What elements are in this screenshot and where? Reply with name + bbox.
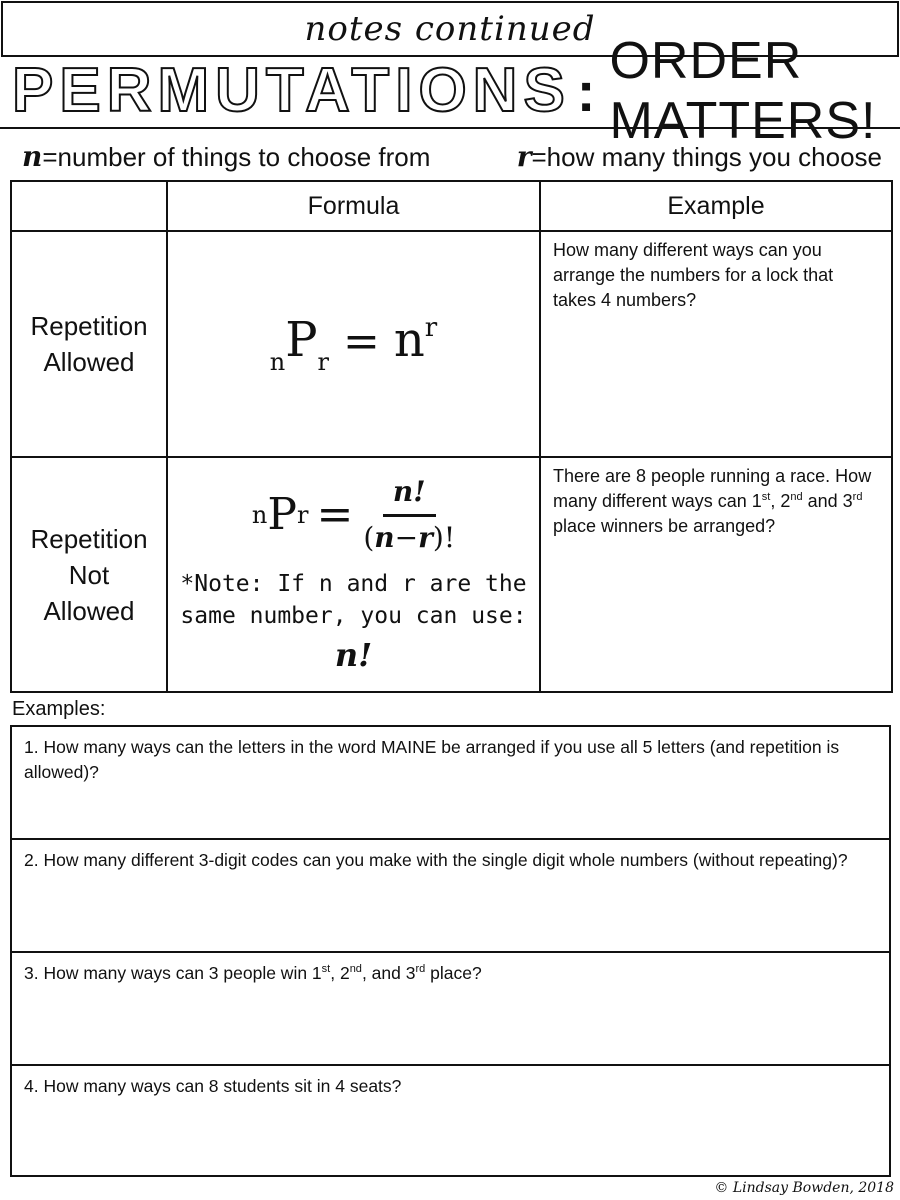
definitions-row: [22, 136, 882, 176]
formula-sub-r: r: [297, 500, 309, 529]
row-label-repetition-allowed: [11, 231, 167, 457]
example-repetition-not-allowed: [540, 457, 892, 692]
header-text: notes continued: [304, 9, 596, 49]
fraction-numerator: n!: [383, 475, 436, 517]
examples-label: Examples:: [12, 698, 106, 720]
note-factorial-formula: n!: [334, 636, 373, 674]
header-example: Example: [540, 181, 892, 231]
example-question-3: [12, 953, 889, 1066]
ordinal-suffix: nd: [349, 963, 362, 975]
question-text: , 2: [330, 963, 350, 983]
definition-r: [517, 140, 882, 173]
example-question-4: 4. How many ways can 8 students sit in 4 seats?: [24, 1076, 402, 1096]
formula-fraction: [363, 475, 455, 554]
example-question-2: 2. How many different 3-digit codes can you make with the single digit whole numbers (without repeating)?: [12, 840, 889, 953]
example-text: place winners be arranged?: [553, 516, 776, 536]
example-text: and 3: [802, 491, 853, 511]
r-variable: r: [516, 139, 532, 173]
formula-P: P: [267, 489, 297, 540]
ordinal-suffix: st: [321, 963, 331, 975]
definition-n: [22, 140, 430, 173]
den-r: r: [418, 521, 433, 554]
formula-table: [10, 180, 893, 693]
ordinal-suffix: st: [761, 491, 771, 503]
permutation-formula-without-repetition: [252, 475, 455, 554]
formula-exponent: r: [424, 313, 438, 343]
row-label-line: Allowed: [43, 595, 135, 626]
formula-repetition-not-allowed: [167, 457, 540, 692]
formula-base: n: [393, 312, 425, 368]
formula-sub-n: n: [269, 348, 286, 376]
title-subtitle: ORDER MATTERS!: [609, 32, 877, 150]
row-label-line: Repetition: [30, 523, 148, 554]
title-main: PERMUTATIONS: [12, 56, 571, 125]
examples-box: [10, 725, 891, 1177]
ordinal-suffix: rd: [852, 491, 863, 503]
fraction-denominator: [363, 517, 455, 554]
copyright-notice: © Lindsay Bowden, 2018: [714, 1180, 894, 1196]
formula-P: P: [285, 312, 318, 368]
question-text: 3. How many ways can 3 people win 1: [24, 963, 322, 983]
den-open: (: [363, 521, 375, 554]
row-label-line: Allowed: [43, 347, 135, 377]
title-colon: :: [576, 59, 596, 123]
note-text: *Note: If n and r are the same number, you can use:: [180, 571, 527, 629]
row-label-repetition-not-allowed: [11, 457, 167, 692]
example-text: , 2: [770, 491, 791, 511]
title-divider: [0, 127, 900, 129]
row-label-line: Not: [68, 559, 110, 590]
n-variable: n: [22, 139, 43, 173]
formula-repetition-allowed: [167, 231, 540, 457]
header-empty-cell: [11, 181, 167, 231]
example-question-1: 1. How many ways can the letters in the word MAINE be arranged if you use all 5 letters (and repetition is allowed)?: [12, 727, 889, 840]
header-formula: Formula: [167, 181, 540, 231]
den-minus: −: [394, 521, 419, 554]
den-n: n: [374, 521, 395, 554]
ordinal-suffix: rd: [415, 963, 426, 975]
table-row-repetition-allowed: [11, 231, 892, 457]
formula-sub-r: r: [317, 348, 330, 376]
question-text: , and 3: [361, 963, 416, 983]
permutation-formula-with-repetition: [269, 312, 438, 376]
den-close: )!: [432, 521, 456, 554]
example-repetition-allowed: How many different ways can you arrange the numbers for a lock that takes 4 numbers?: [540, 231, 892, 457]
formula-equals: =: [316, 489, 354, 540]
page-title: [12, 32, 892, 150]
n-definition-text: =number of things to choose from: [42, 141, 431, 172]
ordinal-suffix: nd: [790, 491, 803, 503]
table-row-repetition-not-allowed: [11, 457, 892, 692]
formula-equals: =: [329, 316, 394, 367]
example-text: There are 8 people running a race. How many different ways can 1: [553, 466, 872, 511]
row-label-line: Repetition: [30, 311, 148, 341]
table-header-row: [11, 181, 892, 231]
r-definition-text: =how many things you choose: [531, 141, 882, 172]
question-text: place?: [425, 963, 482, 983]
formula-sub-n: n: [251, 500, 268, 529]
